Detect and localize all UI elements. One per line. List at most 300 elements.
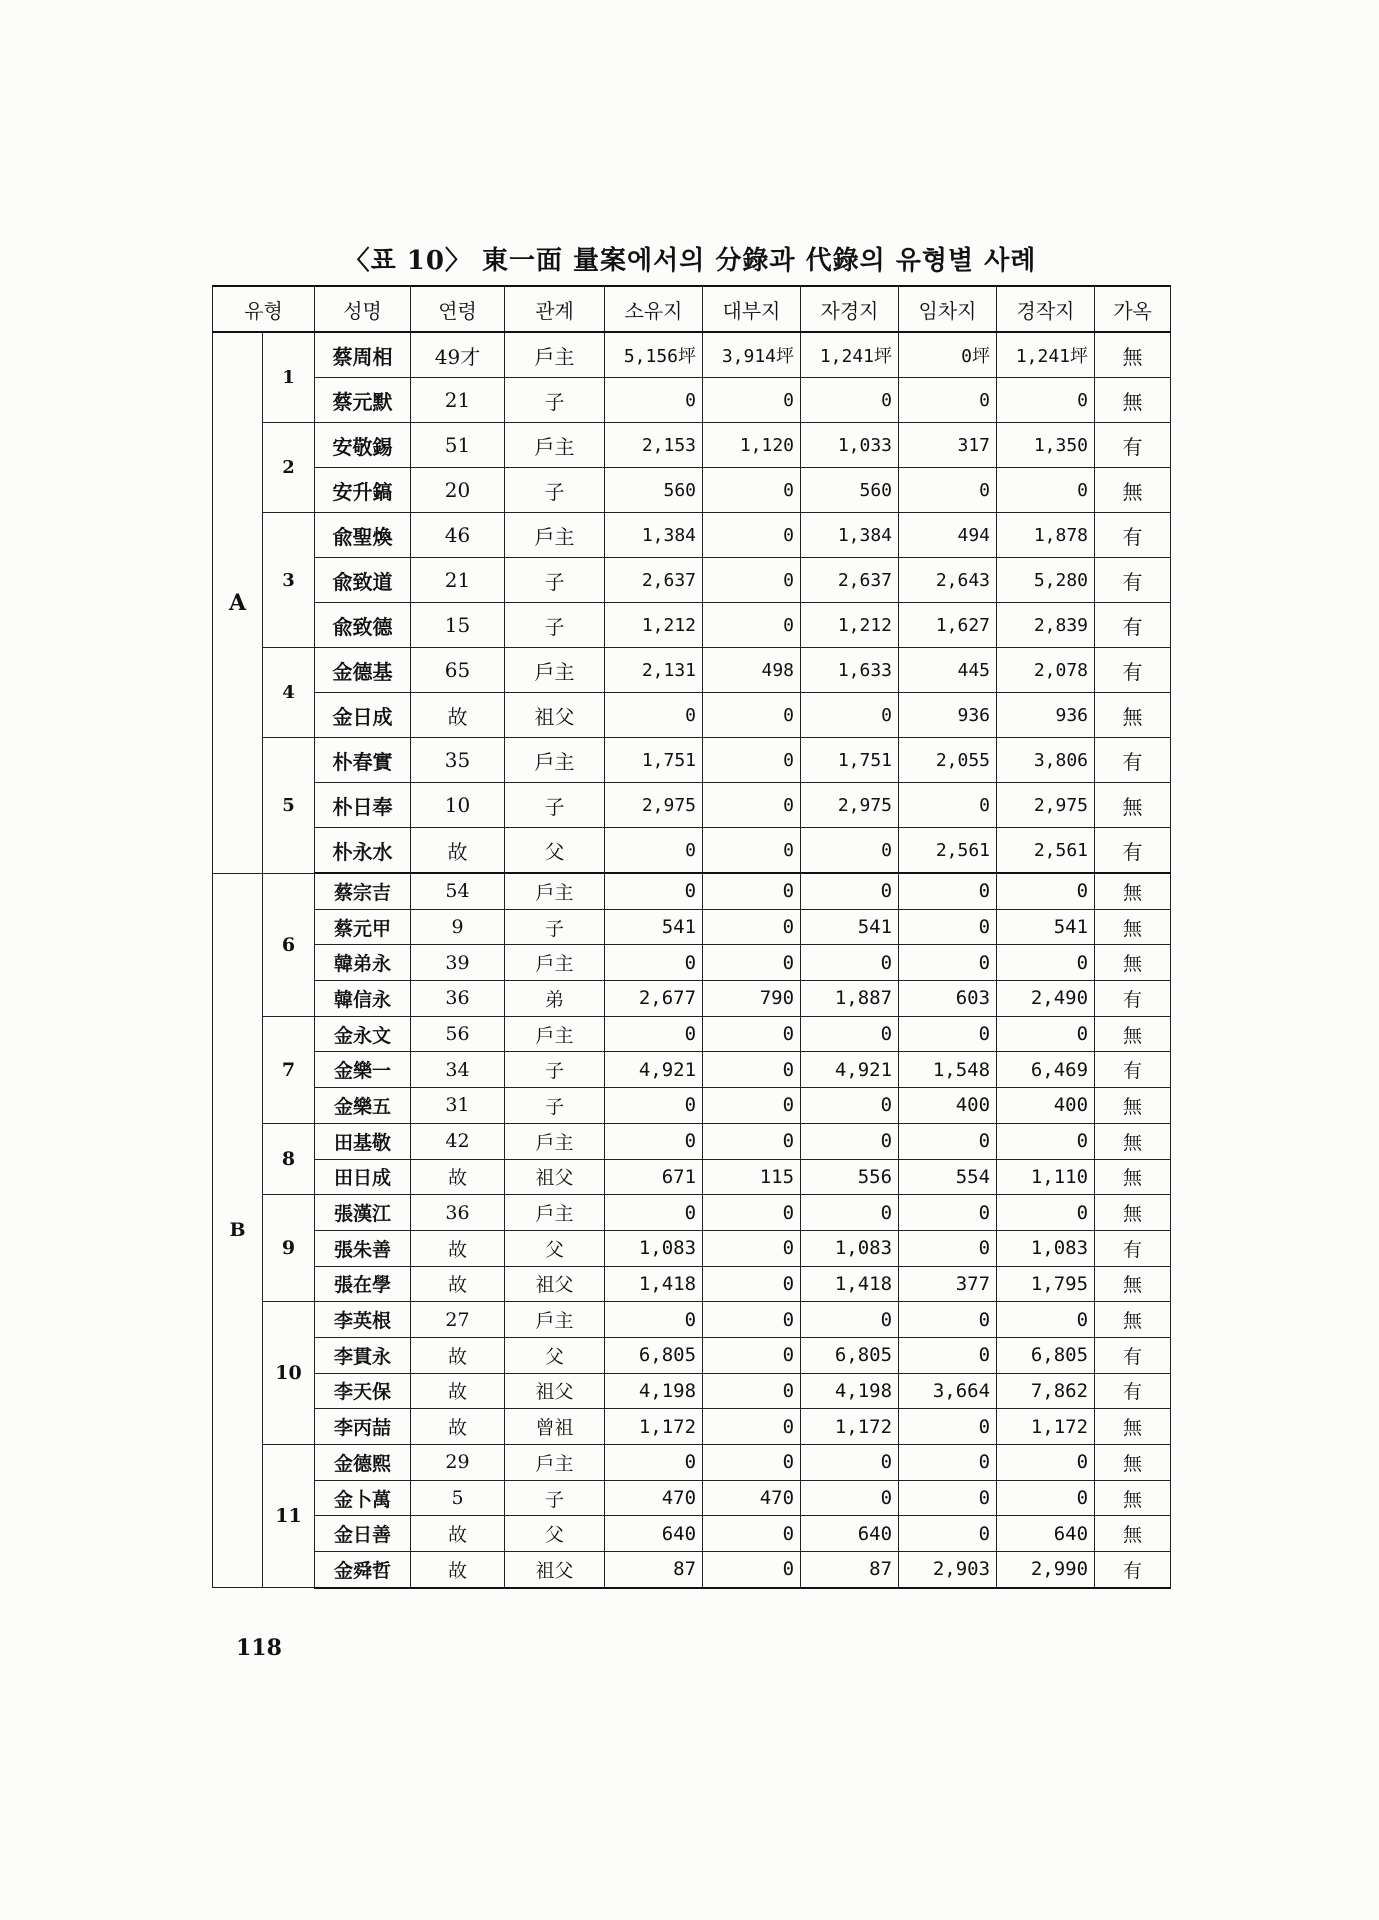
house-cell: 無 [1095, 783, 1171, 828]
value-cell: 0 [703, 1445, 801, 1481]
table-row [213, 1409, 1171, 1445]
relation-cell: 戶主 [505, 1445, 605, 1481]
table-row [213, 738, 1171, 783]
table-row [213, 468, 1171, 513]
house-cell: 有 [1095, 513, 1171, 558]
relation-cell: 戶主 [505, 513, 605, 558]
house-cell: 有 [1095, 1230, 1171, 1266]
name-cell: 金日善 [315, 1516, 411, 1552]
table-row [213, 648, 1171, 693]
relation-cell: 子 [505, 468, 605, 513]
house-cell: 無 [1095, 1409, 1171, 1445]
value-cell: 0 [703, 1088, 801, 1124]
name-cell: 蔡宗吉 [315, 873, 411, 909]
age-cell: 51 [411, 423, 505, 468]
age-cell: 故 [411, 1552, 505, 1588]
value-cell: 560 [801, 468, 899, 513]
relation-cell: 祖父 [505, 1266, 605, 1302]
value-cell: 0 [899, 873, 997, 909]
value-cell: 0 [703, 468, 801, 513]
table-row [213, 945, 1171, 981]
column-header: 임차지 [899, 286, 997, 332]
name-cell: 兪聖煥 [315, 513, 411, 558]
value-cell: 1,120 [703, 423, 801, 468]
age-cell: 21 [411, 558, 505, 603]
house-cell: 無 [1095, 1088, 1171, 1124]
value-cell: 0 [899, 1480, 997, 1516]
value-cell: 0 [703, 873, 801, 909]
value-cell: 1,548 [899, 1052, 997, 1088]
relation-cell: 戶主 [505, 945, 605, 981]
table-row [213, 423, 1171, 468]
value-cell: 0 [605, 1123, 703, 1159]
name-cell: 蔡元甲 [315, 909, 411, 945]
relation-cell: 父 [505, 1516, 605, 1552]
header-row [213, 286, 1171, 332]
table-row [213, 1480, 1171, 1516]
group-label: B [213, 873, 263, 1588]
value-cell: 0 [605, 378, 703, 423]
value-cell: 0 [703, 1123, 801, 1159]
value-cell: 2,677 [605, 981, 703, 1017]
relation-cell: 戶主 [505, 1302, 605, 1338]
value-cell: 554 [899, 1159, 997, 1195]
column-header: 성명 [315, 286, 411, 332]
value-cell: 0 [997, 1123, 1095, 1159]
value-cell: 0 [899, 945, 997, 981]
value-cell: 87 [605, 1552, 703, 1588]
name-cell: 田基敬 [315, 1123, 411, 1159]
name-cell: 李天保 [315, 1373, 411, 1409]
relation-cell: 祖父 [505, 693, 605, 738]
case-number: 9 [263, 1195, 315, 1302]
value-cell: 0 [703, 378, 801, 423]
value-cell: 0 [997, 945, 1095, 981]
value-cell: 671 [605, 1159, 703, 1195]
value-cell: 0 [703, 1516, 801, 1552]
value-cell: 2,975 [997, 783, 1095, 828]
value-cell: 1,384 [605, 513, 703, 558]
house-cell: 有 [1095, 603, 1171, 648]
value-cell: 1,172 [801, 1409, 899, 1445]
table-row [213, 1016, 1171, 1052]
house-cell: 有 [1095, 1337, 1171, 1373]
name-cell: 金卜萬 [315, 1480, 411, 1516]
relation-cell: 子 [505, 378, 605, 423]
value-cell: 0 [801, 1302, 899, 1338]
column-header: 유형 [213, 286, 315, 332]
value-cell: 1,083 [605, 1230, 703, 1266]
age-cell: 故 [411, 1337, 505, 1373]
data-table [212, 285, 1171, 1589]
value-cell: 2,975 [605, 783, 703, 828]
value-cell: 0 [801, 1445, 899, 1481]
value-cell: 1,627 [899, 603, 997, 648]
table-row [213, 1445, 1171, 1481]
value-cell: 0 [605, 828, 703, 874]
age-cell: 31 [411, 1088, 505, 1124]
age-cell: 15 [411, 603, 505, 648]
value-cell: 0 [997, 1480, 1095, 1516]
relation-cell: 子 [505, 1052, 605, 1088]
value-cell: 0 [899, 1445, 997, 1481]
value-cell: 1,350 [997, 423, 1095, 468]
name-cell: 兪致德 [315, 603, 411, 648]
value-cell: 0 [899, 1337, 997, 1373]
value-cell: 0 [605, 1445, 703, 1481]
value-cell: 936 [997, 693, 1095, 738]
age-cell: 故 [411, 1266, 505, 1302]
case-number: 11 [263, 1445, 315, 1588]
value-cell: 0 [801, 1195, 899, 1231]
relation-cell: 父 [505, 828, 605, 874]
value-cell: 0 [703, 1373, 801, 1409]
house-cell: 無 [1095, 1016, 1171, 1052]
value-cell: 4,198 [605, 1373, 703, 1409]
table-row [213, 873, 1171, 909]
name-cell: 蔡周相 [315, 332, 411, 378]
value-cell: 1,033 [801, 423, 899, 468]
house-cell: 無 [1095, 1302, 1171, 1338]
column-header: 소유지 [605, 286, 703, 332]
age-cell: 20 [411, 468, 505, 513]
value-cell: 2,078 [997, 648, 1095, 693]
relation-cell: 戶主 [505, 332, 605, 378]
value-cell: 1,172 [605, 1409, 703, 1445]
relation-cell: 戶主 [505, 1195, 605, 1231]
table-row [213, 1195, 1171, 1231]
table-row [213, 783, 1171, 828]
value-cell: 2,055 [899, 738, 997, 783]
value-cell: 0 [997, 1016, 1095, 1052]
age-cell: 36 [411, 981, 505, 1017]
age-cell: 5 [411, 1480, 505, 1516]
value-cell: 1,241坪 [801, 332, 899, 378]
value-cell: 0坪 [899, 332, 997, 378]
value-cell: 0 [703, 513, 801, 558]
group-label: A [213, 332, 263, 873]
name-cell: 金樂五 [315, 1088, 411, 1124]
house-cell: 無 [1095, 1123, 1171, 1159]
age-cell: 故 [411, 1516, 505, 1552]
column-header: 대부지 [703, 286, 801, 332]
name-cell: 李英根 [315, 1302, 411, 1338]
name-cell: 朴日奉 [315, 783, 411, 828]
value-cell: 445 [899, 648, 997, 693]
name-cell: 田日成 [315, 1159, 411, 1195]
value-cell: 5,280 [997, 558, 1095, 603]
house-cell: 無 [1095, 378, 1171, 423]
value-cell: 640 [997, 1516, 1095, 1552]
value-cell: 1,418 [801, 1266, 899, 1302]
value-cell: 317 [899, 423, 997, 468]
relation-cell: 戶主 [505, 873, 605, 909]
value-cell: 0 [703, 1337, 801, 1373]
relation-cell: 戶主 [505, 1016, 605, 1052]
value-cell: 2,637 [801, 558, 899, 603]
relation-cell: 子 [505, 558, 605, 603]
value-cell: 2,561 [997, 828, 1095, 874]
page-number: 118 [236, 1635, 282, 1661]
name-cell: 張朱善 [315, 1230, 411, 1266]
value-cell: 2,643 [899, 558, 997, 603]
value-cell: 1,110 [997, 1159, 1095, 1195]
name-cell: 蔡元默 [315, 378, 411, 423]
value-cell: 2,975 [801, 783, 899, 828]
house-cell: 有 [1095, 558, 1171, 603]
value-cell: 2,490 [997, 981, 1095, 1017]
name-cell: 金舜哲 [315, 1552, 411, 1588]
value-cell: 0 [801, 945, 899, 981]
age-cell: 39 [411, 945, 505, 981]
table-row [213, 1123, 1171, 1159]
table-row [213, 1552, 1171, 1588]
name-cell: 朴春實 [315, 738, 411, 783]
value-cell: 1,751 [605, 738, 703, 783]
value-cell: 2,839 [997, 603, 1095, 648]
value-cell: 0 [997, 1445, 1095, 1481]
value-cell: 1,212 [605, 603, 703, 648]
value-cell: 0 [703, 1302, 801, 1338]
house-cell: 有 [1095, 738, 1171, 783]
house-cell: 有 [1095, 828, 1171, 874]
column-header: 관계 [505, 286, 605, 332]
age-cell: 29 [411, 1445, 505, 1481]
value-cell: 470 [605, 1480, 703, 1516]
case-number: 5 [263, 738, 315, 874]
value-cell: 1,878 [997, 513, 1095, 558]
value-cell: 4,198 [801, 1373, 899, 1409]
value-cell: 0 [703, 1052, 801, 1088]
house-cell: 無 [1095, 1480, 1171, 1516]
value-cell: 541 [801, 909, 899, 945]
value-cell: 0 [703, 693, 801, 738]
value-cell: 0 [899, 1123, 997, 1159]
case-number: 10 [263, 1302, 315, 1445]
case-number: 3 [263, 513, 315, 648]
value-cell: 936 [899, 693, 997, 738]
value-cell: 498 [703, 648, 801, 693]
age-cell: 故 [411, 1373, 505, 1409]
age-cell: 65 [411, 648, 505, 693]
value-cell: 0 [899, 909, 997, 945]
age-cell: 46 [411, 513, 505, 558]
value-cell: 0 [703, 738, 801, 783]
table-row [213, 1373, 1171, 1409]
value-cell: 494 [899, 513, 997, 558]
house-cell: 有 [1095, 1373, 1171, 1409]
value-cell: 0 [605, 1088, 703, 1124]
relation-cell: 祖父 [505, 1373, 605, 1409]
case-number: 6 [263, 873, 315, 1016]
value-cell: 0 [605, 873, 703, 909]
age-cell: 故 [411, 1230, 505, 1266]
group-a-body [213, 332, 1171, 873]
name-cell: 朴永水 [315, 828, 411, 874]
value-cell: 1,172 [997, 1409, 1095, 1445]
name-cell: 金樂一 [315, 1052, 411, 1088]
value-cell: 0 [801, 873, 899, 909]
column-header: 가옥 [1095, 286, 1171, 332]
name-cell: 兪致道 [315, 558, 411, 603]
name-cell: 李貫永 [315, 1337, 411, 1373]
value-cell: 1,795 [997, 1266, 1095, 1302]
table-row [213, 1088, 1171, 1124]
value-cell: 87 [801, 1552, 899, 1588]
house-cell: 無 [1095, 1516, 1171, 1552]
relation-cell: 父 [505, 1337, 605, 1373]
value-cell: 1,418 [605, 1266, 703, 1302]
value-cell: 790 [703, 981, 801, 1017]
value-cell: 400 [899, 1088, 997, 1124]
house-cell: 無 [1095, 332, 1171, 378]
relation-cell: 戶主 [505, 648, 605, 693]
value-cell: 1,633 [801, 648, 899, 693]
house-cell: 無 [1095, 873, 1171, 909]
value-cell: 2,153 [605, 423, 703, 468]
age-cell: 10 [411, 783, 505, 828]
value-cell: 7,862 [997, 1373, 1095, 1409]
value-cell: 1,887 [801, 981, 899, 1017]
value-cell: 470 [703, 1480, 801, 1516]
value-cell: 0 [899, 1409, 997, 1445]
value-cell: 6,805 [997, 1337, 1095, 1373]
age-cell: 21 [411, 378, 505, 423]
relation-cell: 戶主 [505, 423, 605, 468]
name-cell: 張漢江 [315, 1195, 411, 1231]
value-cell: 2,131 [605, 648, 703, 693]
age-cell: 故 [411, 1159, 505, 1195]
house-cell: 無 [1095, 1445, 1171, 1481]
table-row [213, 828, 1171, 874]
relation-cell: 祖父 [505, 1159, 605, 1195]
value-cell: 0 [605, 1302, 703, 1338]
age-cell: 9 [411, 909, 505, 945]
value-cell: 0 [703, 1409, 801, 1445]
relation-cell: 子 [505, 603, 605, 648]
value-cell: 0 [899, 1016, 997, 1052]
relation-cell: 戶主 [505, 738, 605, 783]
value-cell: 3,914坪 [703, 332, 801, 378]
name-cell: 韓弟永 [315, 945, 411, 981]
age-cell: 27 [411, 1302, 505, 1338]
value-cell: 0 [997, 873, 1095, 909]
value-cell: 1,212 [801, 603, 899, 648]
column-header: 연령 [411, 286, 505, 332]
value-cell: 377 [899, 1266, 997, 1302]
value-cell: 640 [801, 1516, 899, 1552]
name-cell: 韓信永 [315, 981, 411, 1017]
value-cell: 4,921 [801, 1052, 899, 1088]
name-cell: 安升鎬 [315, 468, 411, 513]
table-row [213, 1337, 1171, 1373]
case-number: 7 [263, 1016, 315, 1123]
house-cell: 無 [1095, 945, 1171, 981]
value-cell: 3,806 [997, 738, 1095, 783]
value-cell: 0 [703, 1195, 801, 1231]
value-cell: 0 [703, 1230, 801, 1266]
relation-cell: 父 [505, 1230, 605, 1266]
house-cell: 有 [1095, 1552, 1171, 1588]
value-cell: 0 [899, 1195, 997, 1231]
relation-cell: 子 [505, 909, 605, 945]
value-cell: 0 [801, 378, 899, 423]
value-cell: 2,903 [899, 1552, 997, 1588]
value-cell: 0 [899, 1302, 997, 1338]
value-cell: 603 [899, 981, 997, 1017]
name-cell: 安敬錫 [315, 423, 411, 468]
house-cell: 有 [1095, 981, 1171, 1017]
value-cell: 0 [703, 1552, 801, 1588]
value-cell: 400 [997, 1088, 1095, 1124]
house-cell: 無 [1095, 1159, 1171, 1195]
house-cell: 無 [1095, 1266, 1171, 1302]
value-cell: 3,664 [899, 1373, 997, 1409]
case-number: 1 [263, 332, 315, 423]
name-cell: 張在學 [315, 1266, 411, 1302]
table-title: 〈표 10〉 東一面 量案에서의 分錄과 代錄의 유형별 사례 [343, 246, 1037, 276]
table-row [213, 1516, 1171, 1552]
value-cell: 0 [703, 603, 801, 648]
value-cell: 2,637 [605, 558, 703, 603]
value-cell: 0 [703, 1266, 801, 1302]
value-cell: 115 [703, 1159, 801, 1195]
value-cell: 6,805 [801, 1337, 899, 1373]
table-row [213, 1266, 1171, 1302]
table-row [213, 693, 1171, 738]
group-b-body [213, 873, 1171, 1588]
value-cell: 0 [801, 693, 899, 738]
value-cell: 0 [899, 783, 997, 828]
relation-cell: 祖父 [505, 1552, 605, 1588]
value-cell: 0 [605, 945, 703, 981]
table-row [213, 558, 1171, 603]
value-cell: 1,083 [997, 1230, 1095, 1266]
relation-cell: 子 [505, 783, 605, 828]
table-row [213, 981, 1171, 1017]
name-cell: 金永文 [315, 1016, 411, 1052]
table-row [213, 1230, 1171, 1266]
table-row [213, 332, 1171, 378]
value-cell: 6,805 [605, 1337, 703, 1373]
value-cell: 0 [703, 945, 801, 981]
case-number: 8 [263, 1123, 315, 1194]
house-cell: 有 [1095, 648, 1171, 693]
house-cell: 有 [1095, 1052, 1171, 1088]
value-cell: 1,241坪 [997, 332, 1095, 378]
relation-cell: 子 [505, 1088, 605, 1124]
age-cell: 故 [411, 1409, 505, 1445]
house-cell: 無 [1095, 693, 1171, 738]
house-cell: 無 [1095, 909, 1171, 945]
value-cell: 4,921 [605, 1052, 703, 1088]
case-number: 4 [263, 648, 315, 738]
value-cell: 0 [801, 1480, 899, 1516]
value-cell: 6,469 [997, 1052, 1095, 1088]
value-cell: 0 [997, 378, 1095, 423]
value-cell: 0 [899, 1516, 997, 1552]
table-row [213, 1302, 1171, 1338]
relation-cell: 弟 [505, 981, 605, 1017]
table-row [213, 603, 1171, 648]
age-cell: 35 [411, 738, 505, 783]
value-cell: 0 [899, 1230, 997, 1266]
value-cell: 2,561 [899, 828, 997, 874]
value-cell: 0 [703, 1016, 801, 1052]
table-row [213, 909, 1171, 945]
age-cell: 56 [411, 1016, 505, 1052]
house-cell: 有 [1095, 423, 1171, 468]
